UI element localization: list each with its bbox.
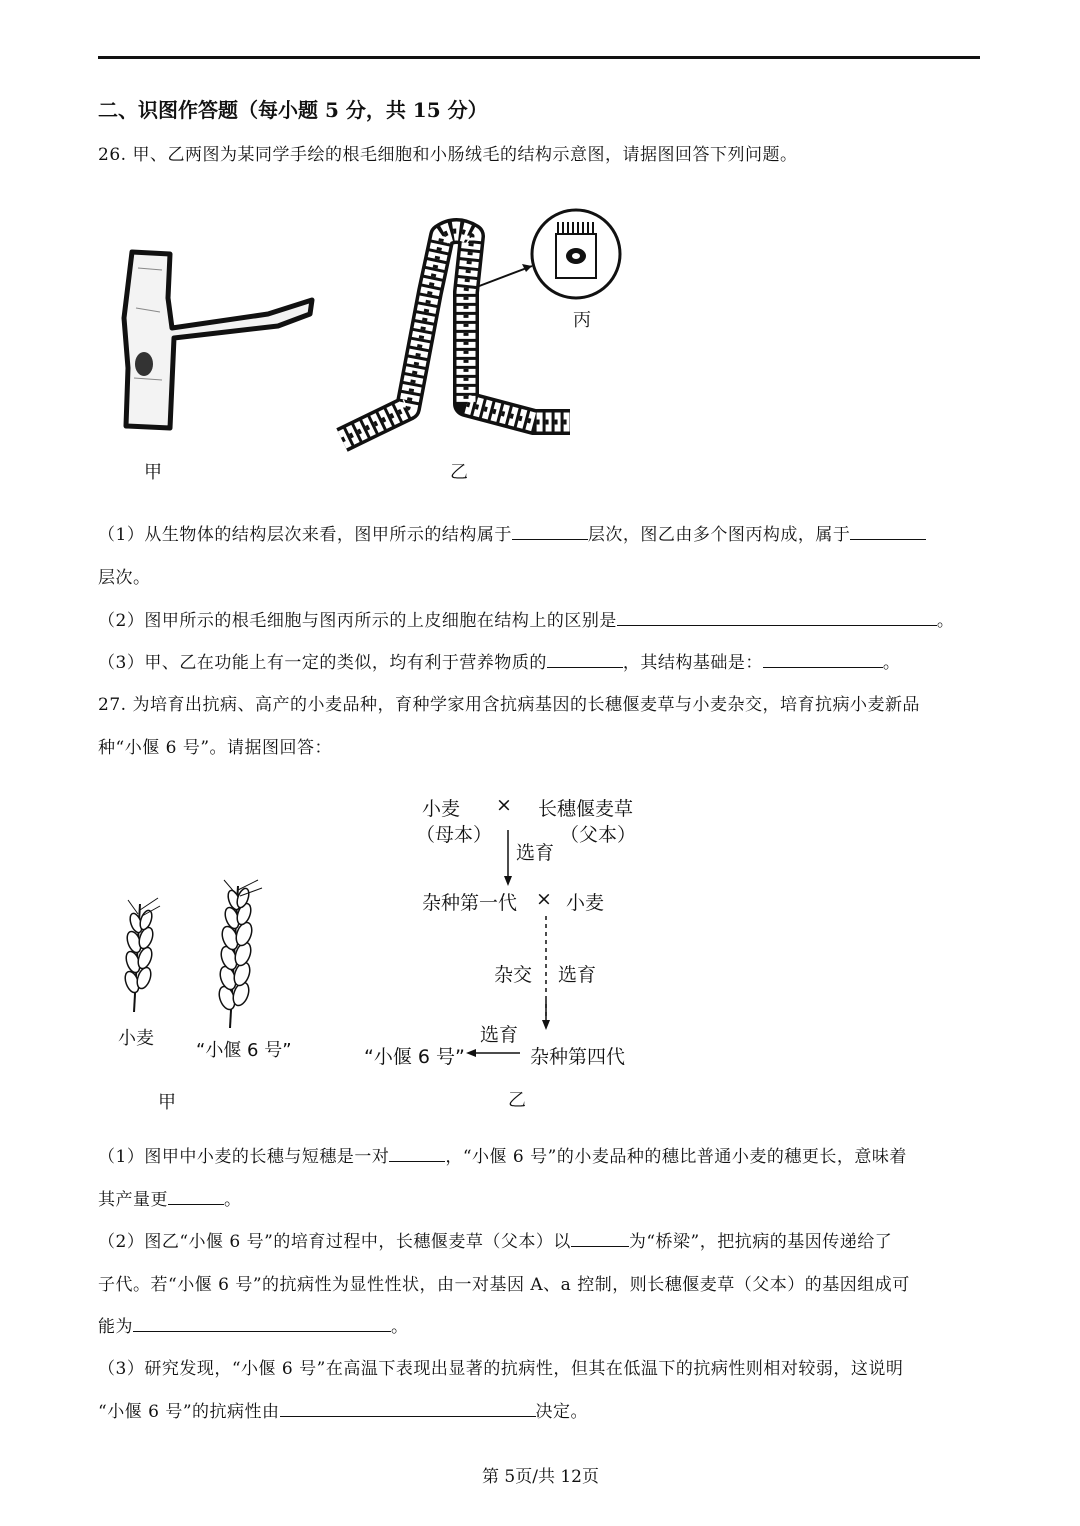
q27-p2-b: 为“桥梁”，把抗病的基因传递给了 (628, 1232, 893, 1252)
section-title: 二、识图作答题（每小题 5 分，共 15 分） (98, 98, 488, 122)
fig-jia-caption: 甲 (158, 1092, 176, 1113)
flow-select-3: 选育 (480, 1024, 519, 1046)
flow-hybrid-1: 杂种第一代 (422, 892, 518, 914)
q27-part3-line2 (98, 1397, 588, 1422)
q27-p3-a: （3）研究发现，“小偃 6 号”在高温下表现出显著的抗病性，但其在低温下的抗病性则相对较弱，这说明 (98, 1359, 904, 1379)
flow-hybridize: 杂交 (494, 964, 533, 986)
q27-p3-c: 决定。 (535, 1402, 589, 1422)
q27-p1-a: （1）图甲中小麦的长穗与短穗是一对 (98, 1147, 390, 1167)
q26-stem: 26. 甲、乙两图为某同学手绘的根毛细胞和小肠绒毛的结构示意图，请据图回答下列问题。 (98, 145, 798, 165)
q26-p3-a: （3）甲、乙在功能上有一定的类似，均有利于营养物质的 (98, 653, 547, 673)
flow-wheat-2: 小麦 (566, 892, 605, 914)
flow-result: “小偃 6 号” (364, 1046, 465, 1068)
label-yi: 乙 (450, 462, 468, 483)
q26-p1-b: 层次，图乙由多个图丙构成，属于 (587, 525, 851, 545)
answer-blank[interactable] (280, 1398, 536, 1417)
flow-hybrid-4: 杂种第四代 (530, 1046, 626, 1068)
flow-wheat: 小麦 (422, 798, 461, 820)
answer-blank[interactable] (389, 1143, 445, 1162)
flow-cross-2: × (536, 888, 552, 910)
q27-stem-line2: 种“小偃 6 号”。请据图回答： (98, 738, 333, 758)
q27-stem-line1: 27. 为培育出抗病、高产的小麦品种，育种学家用含抗病基因的长穗偃麦草与小麦杂交，培育抗病小麦新品 (98, 695, 920, 715)
q26-p2-a: （2）图甲所示的根毛细胞与图丙所示的上皮细胞在结构上的区别是 (98, 611, 617, 631)
flow-select-1: 选育 (516, 842, 555, 864)
page-footer: 第 5页/共 12页 (482, 1467, 599, 1487)
q26-p2-b: 。 (936, 611, 955, 631)
answer-blank[interactable] (133, 1313, 391, 1332)
q27-p2-e: 。 (391, 1317, 409, 1337)
q26-p3-b: ，其结构基础是： (622, 653, 763, 673)
q27-part2-line1 (98, 1227, 892, 1252)
q27-part1-line2 (98, 1185, 242, 1210)
fig-jia-wheat-label: 小麦 (118, 1028, 154, 1049)
q27-p2-c: 子代。若“小偃 6 号”的抗病性为显性性状，由一对基因 A、a 控制，则长穗偃麦草（父本）的基因组成可 (98, 1275, 910, 1295)
q27-part2-line3 (98, 1312, 409, 1337)
q26-p1-c: 层次。 (98, 568, 151, 588)
q27-part1-line1 (98, 1142, 907, 1167)
q26-p1-a: （1）从生物体的结构层次来看，图甲所示的结构属于 (98, 525, 512, 545)
q27-p1-b: ，“小偃 6 号”的小麦品种的穗比普通小麦的穗更长，意味着 (445, 1147, 907, 1167)
fig-jia-xiaoyan-label: “小偃 6 号” (196, 1040, 292, 1061)
flow-grass: 长穗偃麦草 (538, 798, 634, 820)
answer-blank[interactable] (571, 1228, 629, 1247)
q27-p1-c: 其产量更 (98, 1190, 168, 1210)
q26-p3-c: 。 (882, 653, 901, 673)
q27-p2-d: 能为 (98, 1317, 133, 1337)
q27-p2-a: （2）图乙“小偃 6 号”的培育过程中，长穗偃麦草（父本）以 (98, 1232, 571, 1252)
answer-blank[interactable] (168, 1186, 224, 1205)
label-bing: 丙 (573, 310, 591, 331)
flow-mother: （母本） (416, 824, 493, 846)
flow-cross-1: × (496, 794, 512, 816)
flow-father: （父本） (560, 824, 637, 846)
q27-p3-b: “小偃 6 号”的抗病性由 (98, 1402, 280, 1422)
q27-p1-d: 。 (224, 1190, 242, 1210)
label-jia: 甲 (144, 462, 162, 483)
flow-select-2: 选育 (558, 964, 597, 986)
flow-caption: 乙 (508, 1090, 526, 1111)
